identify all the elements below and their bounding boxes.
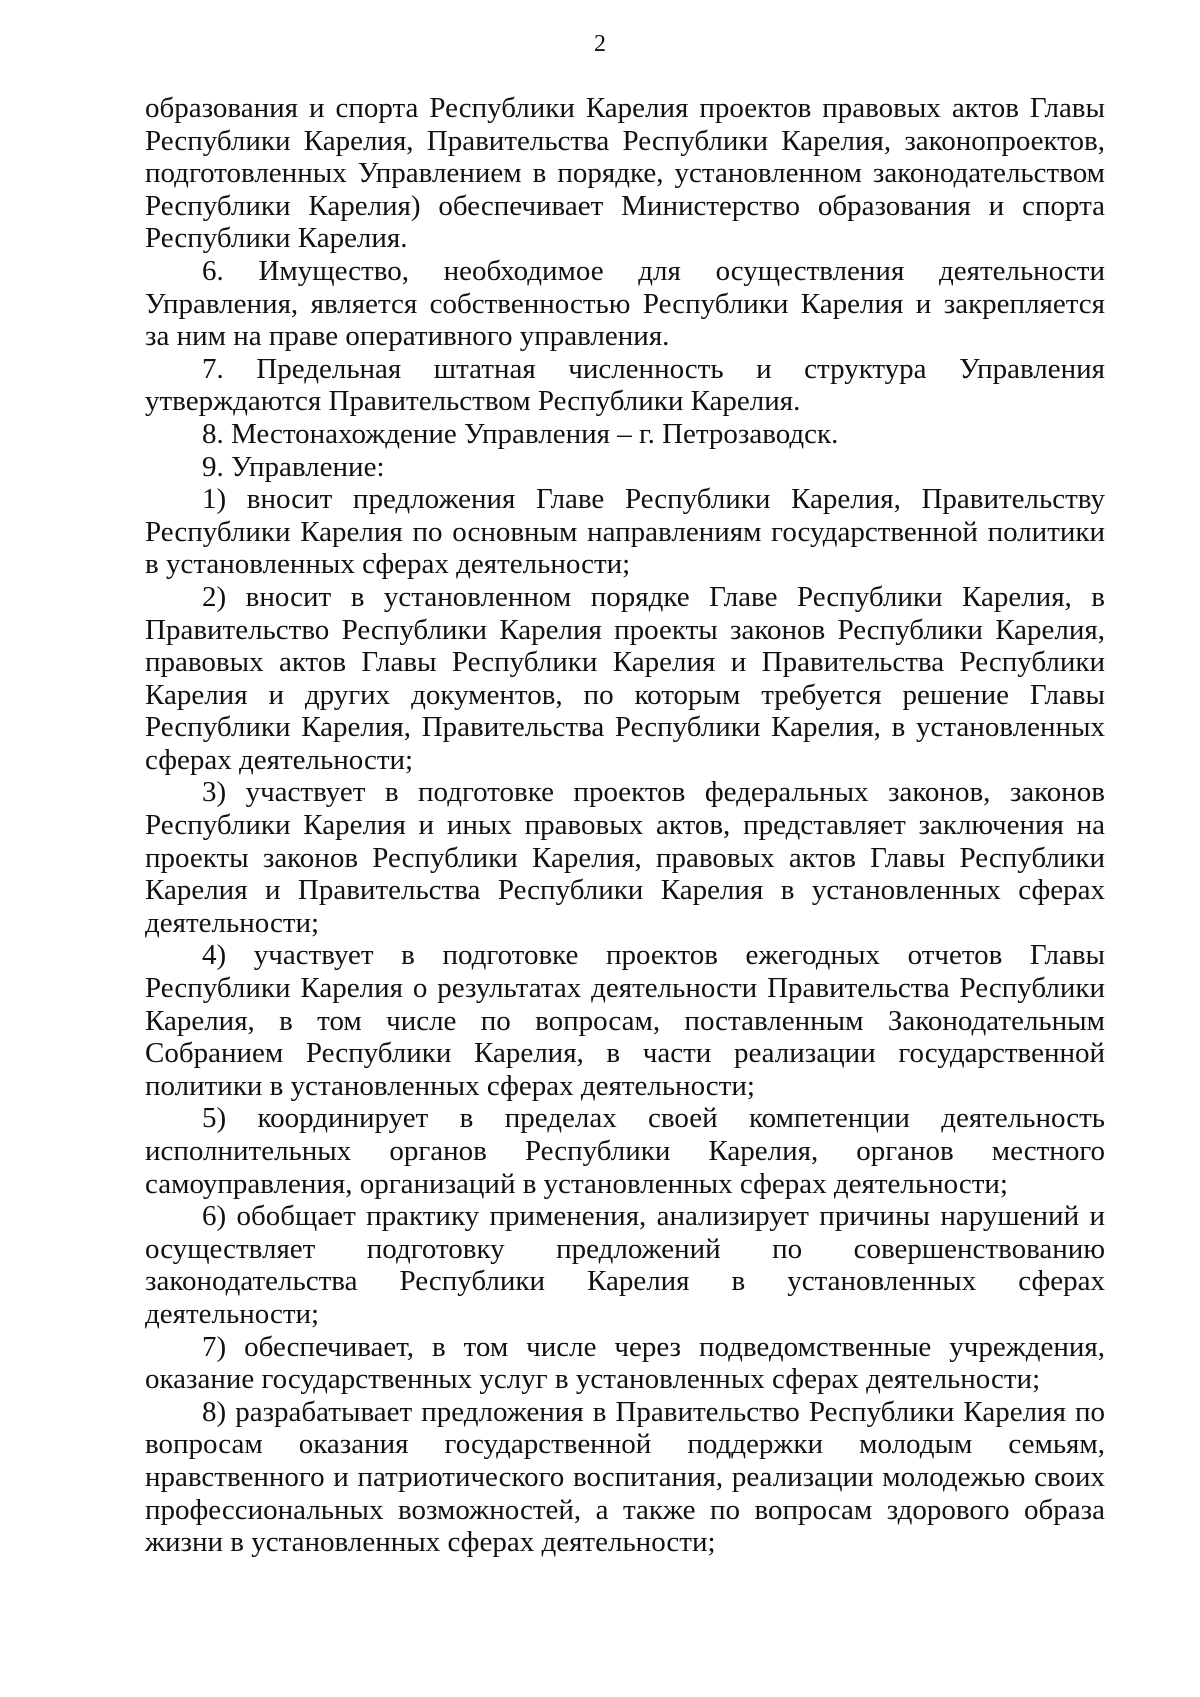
- paragraph-item-6: 6. Имущество, необходимое для осуществления деятельности Управления, является собственностью Республики Карелия и закрепляется за ним на праве оперативного управления.: [145, 254, 1105, 353]
- paragraph-item-9: 9. Управление:: [202, 450, 385, 483]
- subitem-4: 4) участвует в подготовке проектов ежегодных отчетов Главы Республики Карелия о результатах деятельности Правительства Республики Карелия, в том числе по вопросам, поставленным Законодательным Собранием Республики Карелия, в части реализации государственной политики в установленных сферах деятельности;: [145, 939, 1105, 1102]
- document-body: [145, 92, 1105, 1559]
- subitem-7: 7) обеспечивает, в том числе через подведомственные учреждения, оказание государственных услуг в установленных сферах деятельности;: [145, 1330, 1105, 1396]
- paragraph-item-8: 8. Местонахождение Управления – г. Петрозаводск.: [202, 417, 839, 450]
- page-number: 2: [594, 31, 606, 57]
- subitem-6: 6) обобщает практику применения, анализирует причины нарушений и осуществляет подготовку предложений по совершенствованию законодательства Республики Карелия в установленных сферах деятельности;: [145, 1200, 1105, 1330]
- paragraph-item-7: 7. Предельная штатная численность и структура Управления утверждаются Правительством Республики Карелия.: [145, 352, 1105, 418]
- paragraph-continuation: образования и спорта Республики Карелия проектов правовых актов Главы Республики Карелия, Правительства Республики Карелия, законопроектов, подготовленных Управлением в порядке, установленном законодательством Республики Карелия) обеспечивает Министерство образования и спорта Республики Карелия.: [145, 92, 1105, 255]
- subitem-3: 3) участвует в подготовке проектов федеральных законов, законов Республики Карелия и иных правовых актов, представляет заключения на проекты законов Республики Карелия, правовых актов Главы Республики Карелия и Правительства Республики Карелия в установленных сферах деятельности;: [145, 776, 1105, 939]
- subitem-2: 2) вносит в установленном порядке Главе Республики Карелия, в Правительство Республики Карелия проекты законов Республики Карелия, правовых актов Главы Республики Карелия и Правительства Республики Карелия и других документов, по которым требуется решение Главы Республики Карелия, Правительства Республики Карелия, в установленных сферах деятельности;: [145, 580, 1105, 776]
- subitem-1: 1) вносит предложения Главе Республики Карелия, Правительству Республики Карелия по основным направлениям государственной политики в установленных сферах деятельности;: [145, 483, 1105, 581]
- subitem-5: 5) координирует в пределах своей компетенции деятельность исполнительных органов Республики Карелия, органов местного самоуправления, организаций в установленных сферах деятельности;: [145, 1102, 1105, 1200]
- subitem-8: 8) разрабатывает предложения в Правительство Республики Карелия по вопросам оказания государственной поддержки молодым семьям, нравственного и патриотического воспитания, реализации молодежью своих профессиональных возможностей, а также по вопросам здорового образа жизни в установленных сферах деятельности;: [145, 1395, 1105, 1559]
